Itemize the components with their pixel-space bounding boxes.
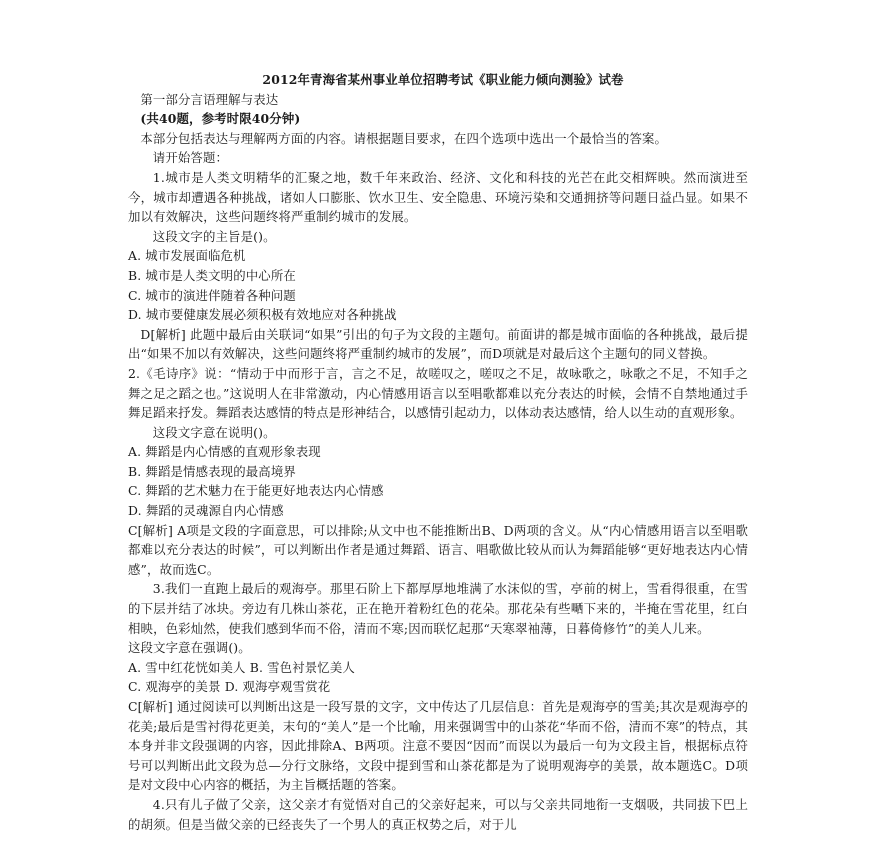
- question-2-prompt: 这段文字意在说明()。: [152, 424, 276, 440]
- question-3-option-ab: A. 雪中红花恍如美人 B. 雪色衬景忆美人: [128, 659, 355, 675]
- part-title: 第一部分言语理解与表达: [140, 91, 279, 107]
- question-3-prompt: 这段文字意在强调()。: [128, 640, 251, 656]
- question-2-option-c: C. 舞蹈的艺术魅力在于能更好地表达内心情感: [128, 483, 384, 499]
- question-3-analysis: C[解析] 通过阅读可以判断出这是一段写景的文字，文中传达了几层信息：首先是观海亭的雪美;其次是观海亭的花美;最后是雪衬得花更美，末句的“美人”是一个比喻，用来强调雪中的山茶花“华而不俗，清而不寒”的特点，其本身并非文段强调的内容，因此排除A、B两项。注意不要因“因而”而误以为最后一句为文段主旨，根据标点符号可以判断出此文段为总—分行文脉络，文段中提到雪和山茶花都是为了说明观海亭的美景，故本题选C。D项是对文段中心内容的概括，为主旨概括题的答案。: [128, 699, 748, 793]
- question-1-option-d: D. 城市要健康发展必须积极有效地应对各种挑战: [128, 307, 397, 323]
- question-2-analysis: C[解析] A项是文段的字面意思，可以排除;从文中也不能推断出B、D两项的含义。从“内心情感用语言以至唱歌都难以充分表达的时候”，可以判断出作者是通过舞蹈、语言、唱歌做比较从而认为舞蹈能够“更好地表达内心情感”，故而选C。: [128, 522, 748, 577]
- question-3-stem: 3.我们一直跑上最后的观海亭。那里石阶上下都厚厚地堆满了水沫似的雪，亭前的树上，雪看得很重，在雪的下层并结了冰块。旁边有几株山茶花，正在艳开着粉红色的花朵。那花朵有些嗮下来的，半掩在雪花里，红白相映，色彩灿然，使我们感到华而不俗，清而不寒;因而联忆起那“天寒翠袖薄，日暮倚修竹”的美人儿来。: [128, 581, 748, 636]
- start-prompt: 请开始答题：: [152, 150, 229, 166]
- question-count-line: (共40题，参考时限40分钟): [140, 111, 301, 127]
- instructions-paragraph: 本部分包括表达与理解两方面的内容。请根据题目要求，在四个选项中选出一个最恰当的答案。: [140, 130, 668, 146]
- question-1-stem: 1.城市是人类文明精华的汇聚之地，数千年来政治、经济、文化和科技的光芒在此交相辉映。然而演进至今，城市却遭遇各种挑战，诸如人口膨胀、饮水卫生、安全隐患、环境污染和交通拥挤等问题日益凸显。如果不加以有效解决，这些问题终将严重制约城市的发展。: [128, 169, 748, 225]
- question-4-stem: 4.只有儿子做了父亲，这父亲才有觉悟对自己的父亲好起来，可以与父亲共同地衔一支烟吸，共同拔下巴上的胡须。但是当做父亲的已经丧失了一个男人的真正权势之后，对于儿: [128, 796, 748, 832]
- question-1-prompt: 这段文字的主旨是()。: [152, 228, 276, 244]
- question-2-option-b: B. 舞蹈是情感表现的最高境界: [128, 463, 296, 479]
- question-3-option-cd: C. 观海亭的美景 D. 观海亭观雪赏花: [128, 679, 331, 695]
- question-2-option-a: A. 舞蹈是内心情感的直观形象表现: [128, 444, 321, 460]
- question-1-option-b: B. 城市是人类文明的中心所在: [128, 267, 296, 283]
- question-1-option-a: A. 城市发展面临危机: [128, 248, 246, 264]
- question-1-analysis: D[解析] 此题中最后由关联词“如果”引出的句子为文段的主题句。前面讲的都是城市面临的各种挑战，最后提出“如果不加以有效解决，这些问题终将严重制约城市的发展”，而D项就是对最后这个主题句的同义替换。: [128, 326, 748, 362]
- question-2-stem: 2.《毛诗序》说：“情动于中而形于言，言之不足，故嗟叹之，嗟叹之不足，故咏歌之，咏歌之不足，不知手之舞之足之蹈之也。”这说明人在非常激动，内心情感用语言以至唱歌都难以充分表达的时候，会情不自禁地通过手舞足蹈来抒发。舞蹈表达感情的特点是形神结合，以感情引起动力，以体动表达感情，给人以生动的直观形象。: [128, 365, 748, 421]
- document-title: 2012年青海省某州事业单位招聘考试《职业能力倾向测验》试卷: [262, 72, 624, 87]
- question-2-option-d: D. 舞蹈的灵魂源自内心情感: [128, 503, 284, 519]
- question-1-option-c: C. 城市的演进伴随着各种问题: [128, 287, 296, 303]
- exam-document: [128, 70, 748, 834]
